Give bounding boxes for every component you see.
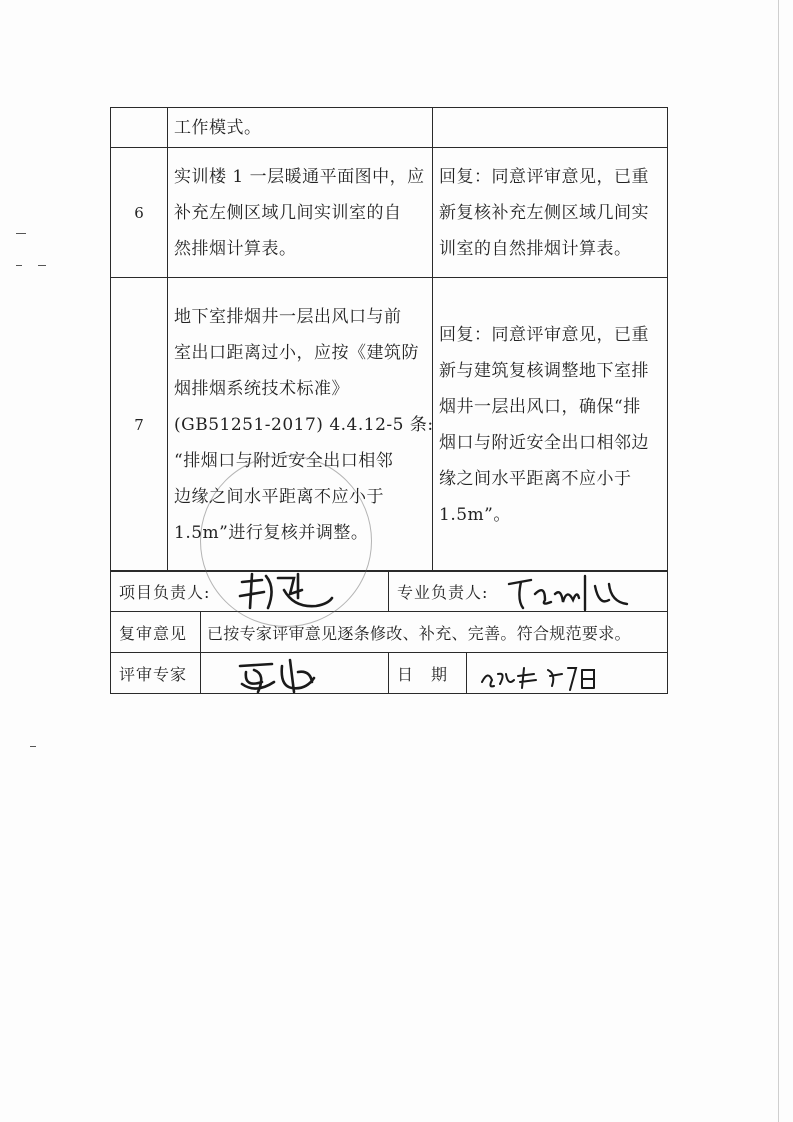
scan-edge xyxy=(778,0,779,1122)
reply-line: 烟口与附近安全出口相邻边 xyxy=(439,432,649,453)
seal-stamp xyxy=(200,455,372,627)
reply-line: 新复核补充左侧区域几间实 xyxy=(439,202,649,223)
recheck-value: 已按专家评审意见逐条修改、补充、完善。符合规范要求。 xyxy=(201,612,668,653)
issue-line: 工作模式。 xyxy=(174,117,262,138)
reply-line: 烟井一层出风口，确保“排 xyxy=(439,396,641,417)
issue-line: (GB51251-2017) 4.4.12-5 条: xyxy=(174,414,434,435)
project-lead-label: 项目负责人: xyxy=(119,582,211,602)
reply-cell xyxy=(433,148,668,278)
scan-mark xyxy=(16,265,22,266)
reply-cell xyxy=(433,278,668,572)
specialty-lead-label: 专业负责人: xyxy=(397,582,489,602)
row-number xyxy=(111,108,168,148)
issue-line: 实训楼 1 一层暖通平面图中，应 xyxy=(174,166,425,187)
scan-mark xyxy=(38,265,46,266)
date-handwriting xyxy=(478,660,608,694)
issue-line: 边缘之间水平距离不应小于 xyxy=(174,486,384,507)
row-number: 6 xyxy=(111,148,168,278)
reply-line: 回复：同意评审意见，已重 xyxy=(439,324,649,345)
reply-cell xyxy=(433,108,668,148)
issue-line: 烟排烟系统技术标准》 xyxy=(174,378,349,399)
recheck-row xyxy=(111,612,668,653)
scan-mark xyxy=(30,746,36,747)
issue-cell xyxy=(168,148,433,278)
issue-line: 然排烟计算表。 xyxy=(174,238,297,259)
issue-line: 补充左侧区域几间实训室的自 xyxy=(174,202,402,223)
date-label: 日 期 xyxy=(389,653,467,694)
issue-line: 室出口距离过小，应按《建筑防 xyxy=(174,342,419,363)
expert-label: 评审专家 xyxy=(111,653,201,694)
specialty-lead-signature xyxy=(505,572,645,614)
row-number: 7 xyxy=(111,278,168,572)
issue-line: “排烟口与附近安全出口相邻 xyxy=(174,450,394,471)
table-row xyxy=(111,278,668,572)
reply-line: 缘之间水平距离不应小于 xyxy=(439,468,632,489)
table-row xyxy=(111,148,668,278)
review-table xyxy=(110,107,668,572)
table-row xyxy=(111,108,668,148)
expert-signature xyxy=(232,652,322,698)
reply-line: 1.5m”。 xyxy=(439,504,511,525)
issue-cell xyxy=(168,108,433,148)
recheck-label: 复审意见 xyxy=(111,612,201,653)
reply-line: 训室的自然排烟计算表。 xyxy=(439,238,632,259)
reply-line: 回复：同意评审意见，已重 xyxy=(439,166,649,187)
reply-line: 新与建筑复核调整地下室排 xyxy=(439,360,649,381)
issue-line: 地下室排烟井一层出风口与前 xyxy=(174,306,402,327)
issue-line: 1.5m”进行复核并调整。 xyxy=(174,522,369,543)
scan-mark xyxy=(16,233,26,234)
